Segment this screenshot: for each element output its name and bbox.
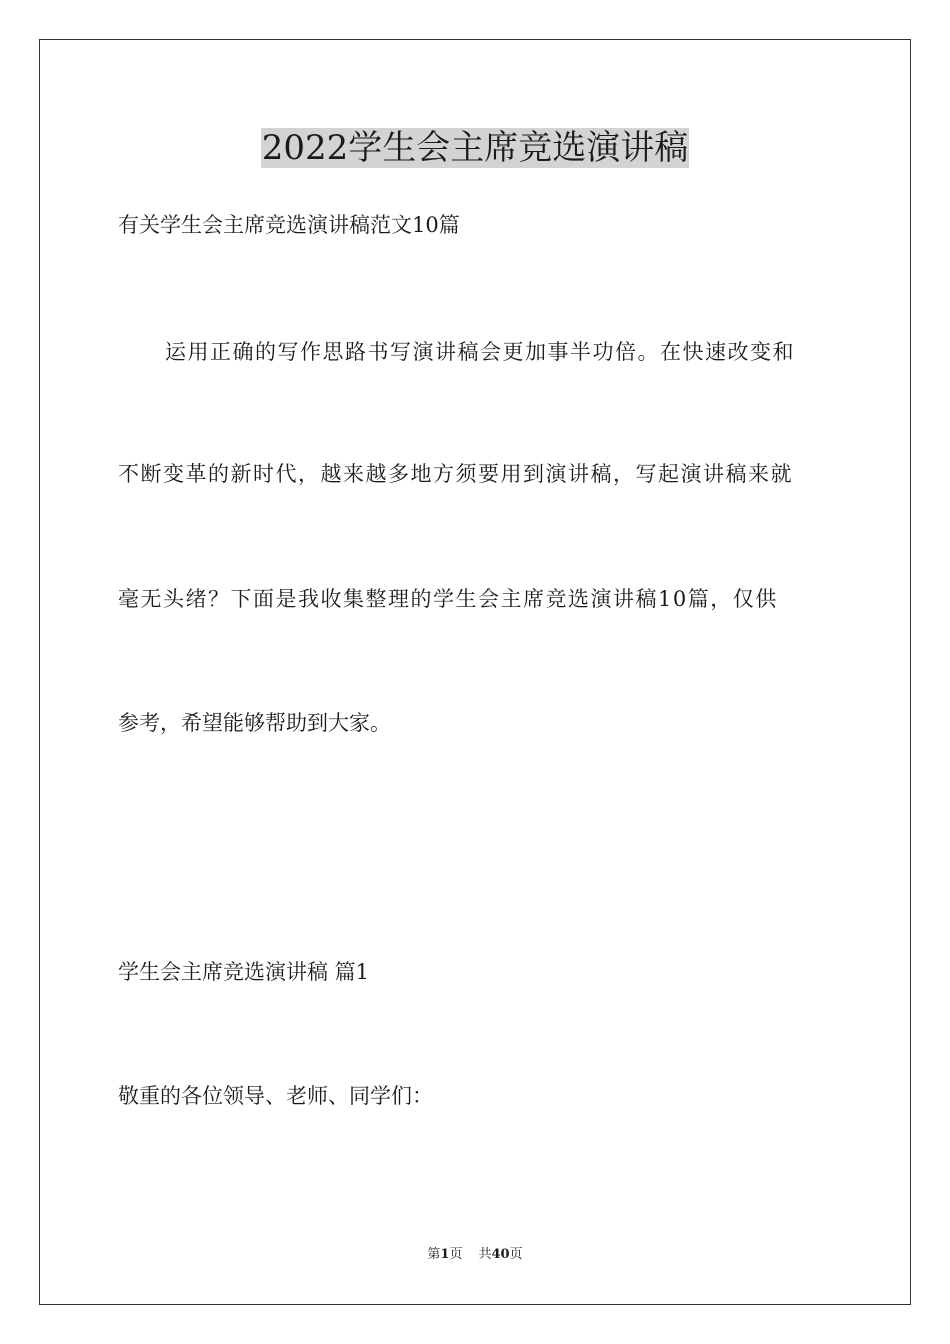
footer-total-pages: 40 <box>491 1247 510 1262</box>
intro-line-3: 毫无头绪？下面是我收集整理的学生会主席竞选演讲稿10篇，仅供 <box>118 587 778 611</box>
intro-line-2: 不断变革的新时代，越来越多地方须要用到演讲稿，写起演讲稿来就 <box>118 462 793 486</box>
intro-line-4: 参考，希望能够帮助到大家。 <box>118 711 391 735</box>
footer-total-suffix: 页 <box>509 1247 523 1262</box>
footer-total-prefix: 共 <box>478 1247 492 1262</box>
document-title <box>0 128 950 168</box>
footer-page-number: 1 <box>440 1247 450 1262</box>
intro-line-1: 运用正确的写作思路书写演讲稿会更加事半功倍。在快速改变和 <box>165 340 795 364</box>
greeting: 敬重的各位领导、老师、同学们： <box>118 1084 433 1108</box>
document-subtitle: 有关学生会主席竞选演讲稿范文10篇 <box>118 213 460 237</box>
section-heading: 学生会主席竞选演讲稿 篇1 <box>118 960 370 984</box>
page-footer <box>0 1246 950 1264</box>
footer-page-prefix: 第 <box>427 1247 441 1262</box>
document-title-text: 2022学生会主席竞选演讲稿 <box>261 128 689 168</box>
footer-page-suffix: 页 <box>449 1247 463 1262</box>
